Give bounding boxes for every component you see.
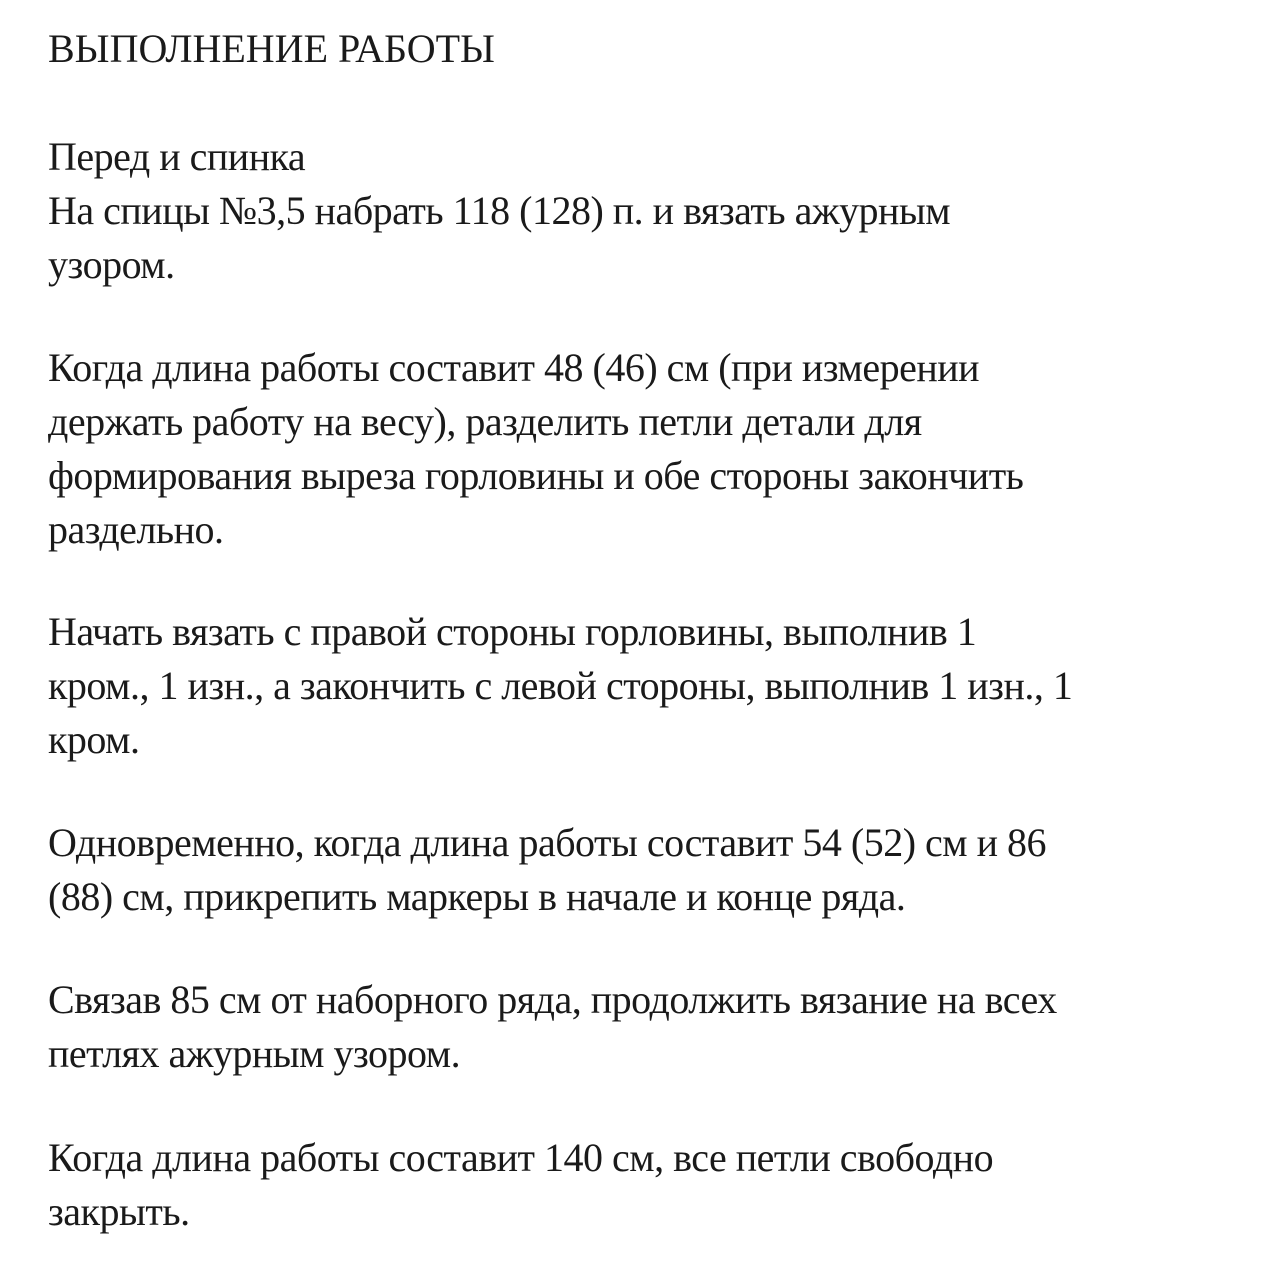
paragraph-3-line-1: Начать вязать с правой стороны горловины, выполнив 1	[48, 609, 977, 654]
paragraph-2-line-4: раздельно.	[48, 507, 224, 552]
paragraph-2-line-3: формирования выреза горловины и обе стороны закончить	[48, 453, 1024, 498]
paragraph-3-line-2: кром., 1 изн., а закончить с левой стороны, выполнив 1 изн., 1	[48, 663, 1073, 708]
paragraph-6-line-2: закрыть.	[48, 1189, 190, 1234]
paragraph-4-line-2: (88) см, прикрепить маркеры в начале и конце ряда.	[48, 874, 906, 919]
paragraph-1-line-1: На спицы №3,5 набрать 118 (128) п. и вязать ажурным	[48, 188, 951, 233]
paragraph-5-line-1: Связав 85 см от наборного ряда, продолжить вязание на всех	[48, 977, 1057, 1022]
subheading: Перед и спинка	[48, 134, 306, 179]
paragraph-2-line-1: Когда длина работы составит 48 (46) см (при измерении	[48, 345, 980, 390]
heading: ВЫПОЛНЕНИЕ РАБОТЫ	[48, 26, 495, 71]
paragraph-2-line-2: держать работу на весу), разделить петли детали для	[48, 399, 922, 444]
paragraph-6-line-1: Когда длина работы составит 140 см, все петли свободно	[48, 1135, 994, 1180]
paragraph-1-line-2: узором.	[48, 242, 175, 287]
paragraph-5-line-2: петлях ажурным узором.	[48, 1031, 461, 1076]
paragraph-3-line-3: кром.	[48, 717, 140, 762]
paragraph-4-line-1: Одновременно, когда длина работы составит 54 (52) см и 86	[48, 820, 1046, 865]
